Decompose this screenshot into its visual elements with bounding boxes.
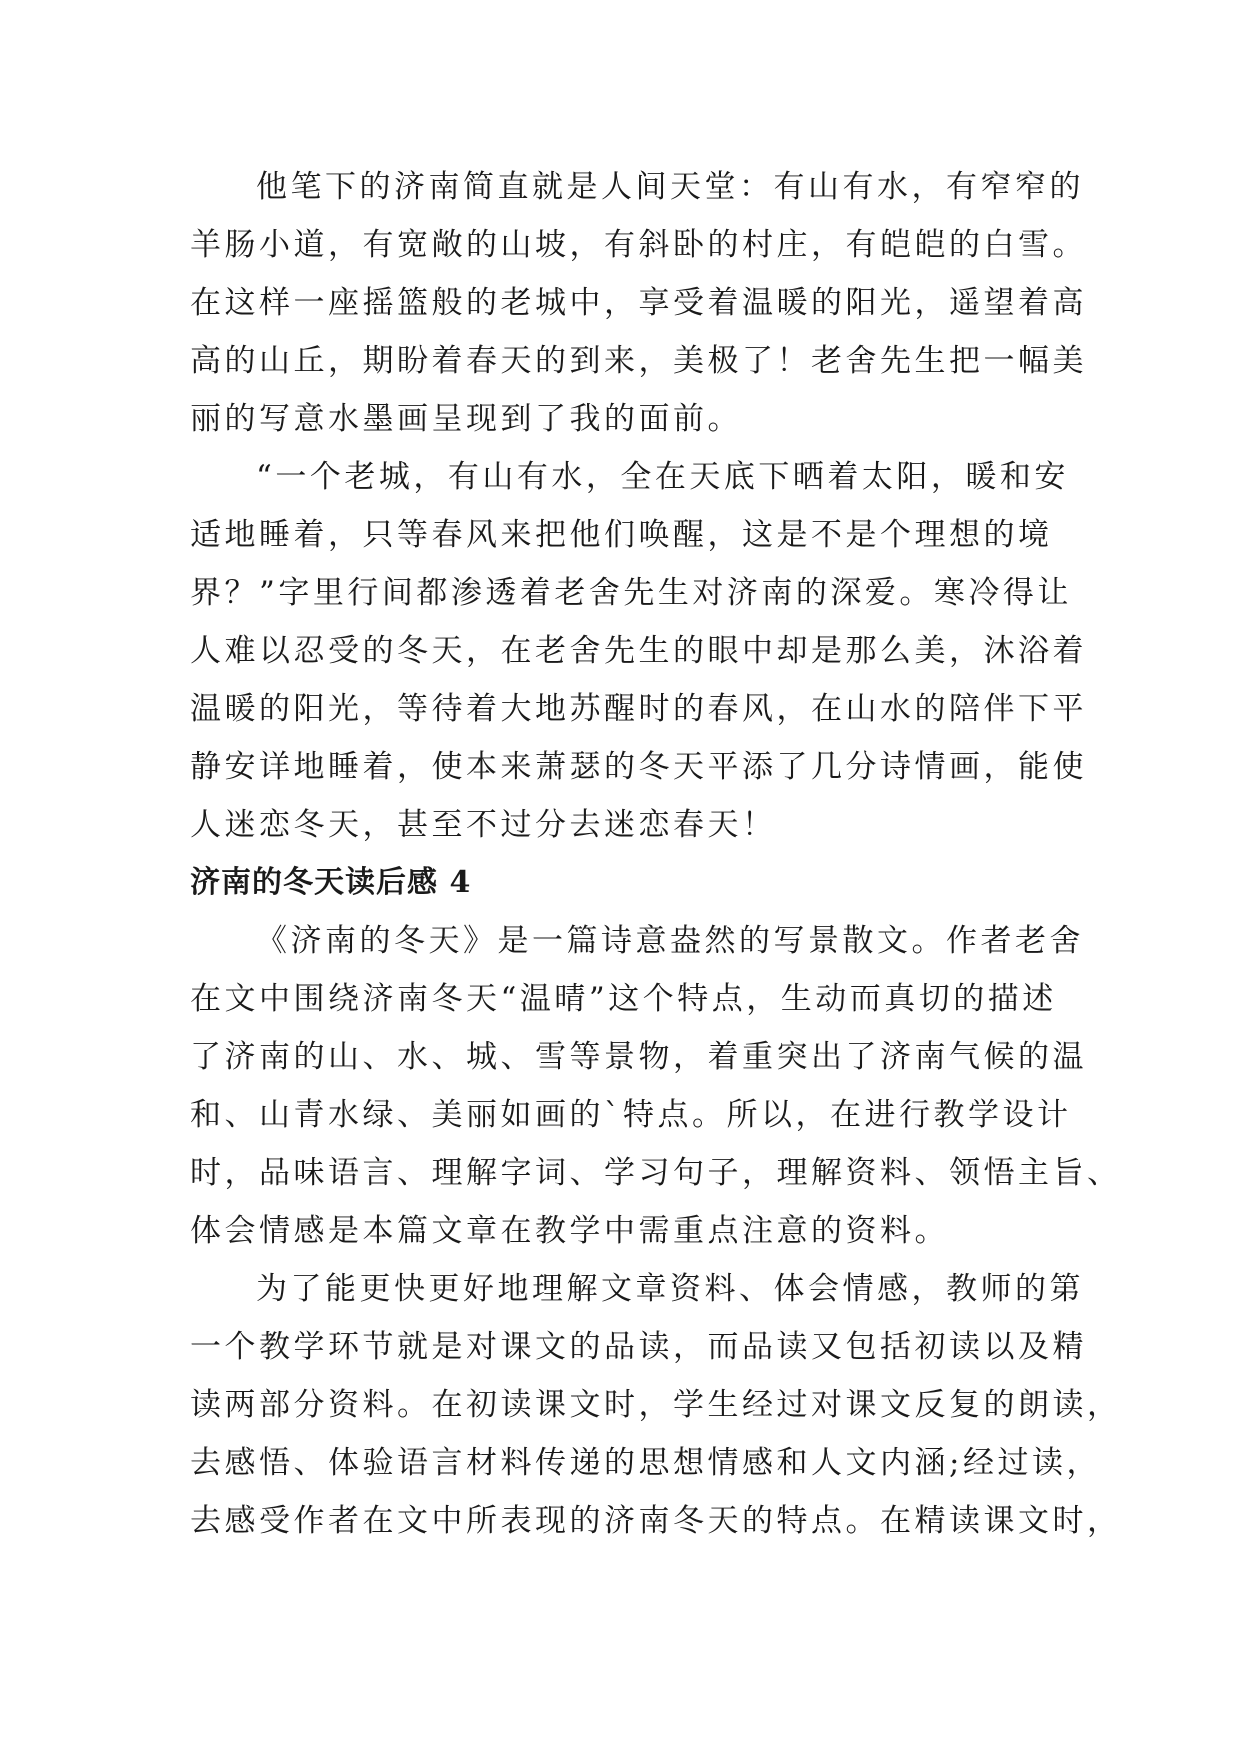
paragraph-3 — [190, 912, 1122, 1260]
paragraph-line: 静安详地睡着，使本来萧瑟的冬天平添了几分诗情画，能使 — [190, 749, 1087, 785]
paragraph-line: 为了能更快更好地理解文章资料、体会情感，教师的第 — [256, 1271, 1084, 1307]
paragraph-line: 人迷恋冬天，甚至不过分去迷恋春天！ — [190, 807, 777, 843]
paragraph-line: 丽的写意水墨画呈现到了我的面前。 — [190, 401, 742, 437]
section-heading: 济南的冬天读后感 4 — [190, 865, 472, 900]
paragraph-line: 了济南的山、水、城、雪等景物，着重突出了济南气候的温 — [190, 1039, 1087, 1075]
paragraph-2 — [190, 448, 1087, 854]
paragraph-line: 羊肠小道，有宽敞的山坡，有斜卧的村庄，有皑皑的白雪。 — [190, 227, 1087, 263]
paragraph-line: 读两部分资料。在初读课文时，学生经过对课文反复的朗读， — [190, 1387, 1122, 1423]
paragraph-line: 界？”字里行间都渗透着老舍先生对济南的深爱。寒冷得让 — [190, 575, 1072, 611]
paragraph-1 — [190, 158, 1087, 448]
document-body — [190, 158, 1122, 1550]
paragraph-line: 时，品味语言、理解字词、学习句子，理解资料、领悟主旨、 — [190, 1155, 1122, 1191]
paragraph-line: 去感悟、体验语言材料传递的思想情感和人文内涵;经过读， — [190, 1445, 1101, 1481]
paragraph-line: 在文中围绕济南冬天“温晴”这个特点，生动而真切的描述 — [190, 981, 1057, 1017]
paragraph-line: 体会情感是本篇文章在教学中需重点注意的资料。 — [190, 1213, 949, 1249]
paragraph-line: 一个教学环节就是对课文的品读，而品读又包括初读以及精 — [190, 1329, 1087, 1365]
paragraph-line: 《济南的冬天》是一篇诗意盎然的写景散文。作者老舍 — [256, 923, 1084, 959]
paragraph-line: 在这样一座摇篮般的老城中，享受着温暖的阳光，遥望着高 — [190, 285, 1087, 321]
paragraph-line: 和、山青水绿、美丽如画的`特点。所以，在进行教学设计 — [190, 1097, 1072, 1133]
paragraph-line: “一个老城，有山有水，全在天底下晒着太阳，暖和安 — [256, 459, 1069, 495]
paragraph-4 — [190, 1260, 1122, 1550]
paragraph-line: 去感受作者在文中所表现的济南冬天的特点。在精读课文时， — [190, 1503, 1122, 1539]
paragraph-line: 适地睡着，只等春风来把他们唤醒，这是不是个理想的境 — [190, 517, 1053, 553]
paragraph-line: 温暖的阳光，等待着大地苏醒时的春风，在山水的陪伴下平 — [190, 691, 1087, 727]
paragraph-line: 人难以忍受的冬天，在老舍先生的眼中却是那么美，沐浴着 — [190, 633, 1087, 669]
paragraph-line: 他笔下的济南简直就是人间天堂：有山有水，有窄窄的 — [256, 169, 1084, 205]
paragraph-line: 高的山丘，期盼着春天的到来，美极了！老舍先生把一幅美 — [190, 343, 1087, 379]
